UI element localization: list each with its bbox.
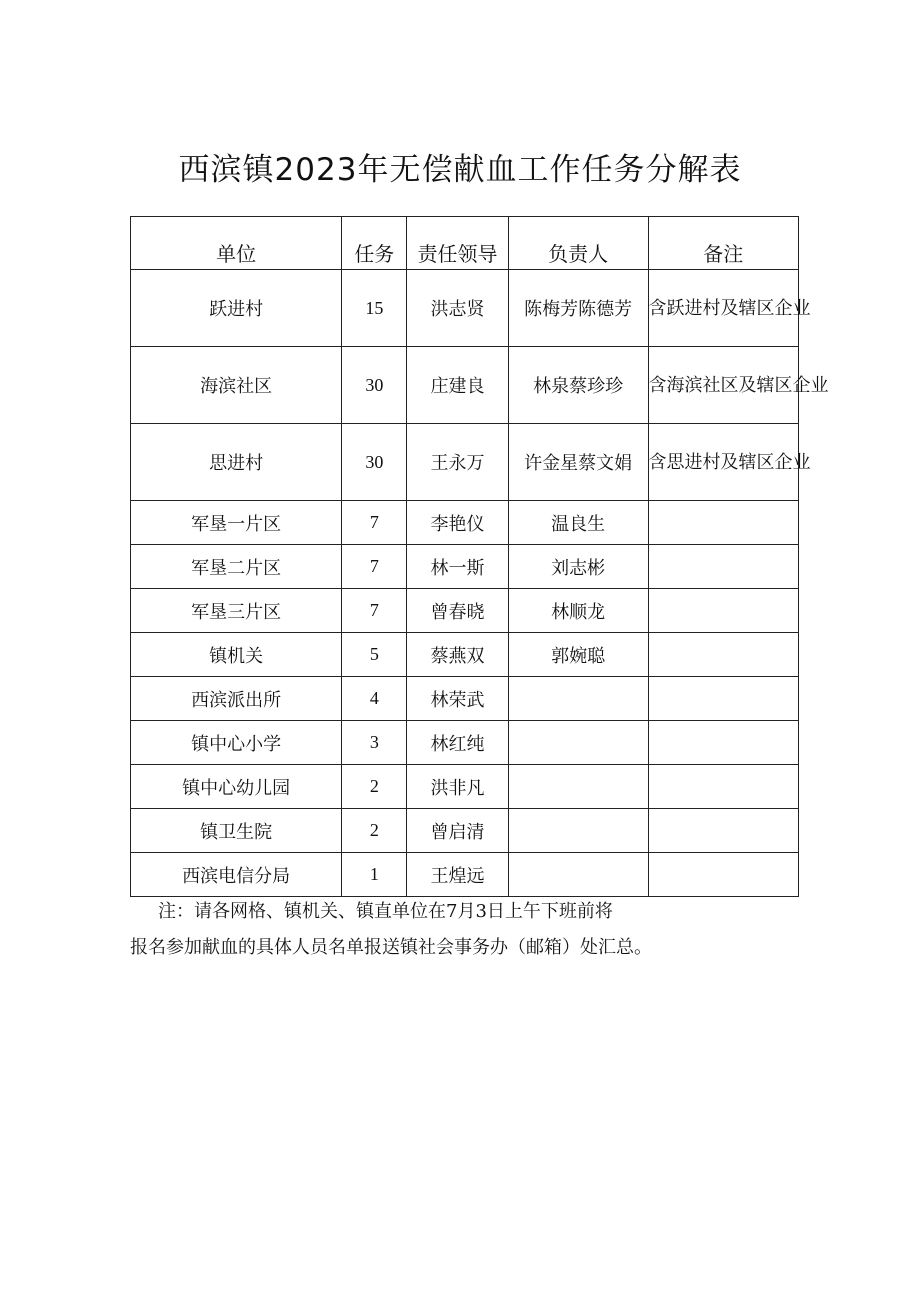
cell-unit: 思进村 bbox=[131, 424, 342, 501]
table-row bbox=[131, 721, 799, 765]
table-row bbox=[131, 765, 799, 809]
cell-note: 含海滨社区及辖区企业 bbox=[648, 347, 799, 424]
cell-unit: 镇卫生院 bbox=[131, 809, 342, 853]
header-responsible: 负责人 bbox=[508, 217, 648, 270]
cell-leader: 李艳仪 bbox=[407, 501, 508, 545]
cell-responsible bbox=[508, 721, 648, 765]
cell-unit: 镇中心幼儿园 bbox=[131, 765, 342, 809]
table-row bbox=[131, 677, 799, 721]
cell-responsible: 温良生 bbox=[508, 501, 648, 545]
cell-unit: 镇机关 bbox=[131, 633, 342, 677]
cell-note bbox=[648, 765, 799, 809]
cell-responsible bbox=[508, 853, 648, 897]
header-row bbox=[131, 217, 799, 270]
table-row bbox=[131, 347, 799, 424]
cell-unit: 军垦三片区 bbox=[131, 589, 342, 633]
cell-task: 5 bbox=[342, 633, 407, 677]
cell-leader: 王永万 bbox=[407, 424, 508, 501]
cell-unit: 跃进村 bbox=[131, 270, 342, 347]
cell-responsible bbox=[508, 677, 648, 721]
cell-task: 30 bbox=[342, 424, 407, 501]
cell-leader: 蔡燕双 bbox=[407, 633, 508, 677]
cell-leader: 曾启清 bbox=[407, 809, 508, 853]
cell-responsible bbox=[508, 765, 648, 809]
cell-task: 7 bbox=[342, 501, 407, 545]
cell-task: 7 bbox=[342, 545, 407, 589]
table-row bbox=[131, 853, 799, 897]
cell-task: 2 bbox=[342, 765, 407, 809]
table-row bbox=[131, 501, 799, 545]
cell-responsible: 陈梅芳陈德芳 bbox=[508, 270, 648, 347]
cell-responsible: 林顺龙 bbox=[508, 589, 648, 633]
cell-unit: 海滨社区 bbox=[131, 347, 342, 424]
cell-task: 2 bbox=[342, 809, 407, 853]
table-row bbox=[131, 809, 799, 853]
cell-leader: 林红纯 bbox=[407, 721, 508, 765]
header-note: 备注 bbox=[648, 217, 799, 270]
table-row bbox=[131, 545, 799, 589]
cell-leader: 王煌远 bbox=[407, 853, 508, 897]
cell-task: 4 bbox=[342, 677, 407, 721]
header-leader: 责任领导 bbox=[407, 217, 508, 270]
table-header bbox=[131, 217, 799, 270]
cell-unit: 镇中心小学 bbox=[131, 721, 342, 765]
cell-leader: 曾春晓 bbox=[407, 589, 508, 633]
cell-note bbox=[648, 589, 799, 633]
header-unit: 单位 bbox=[131, 217, 342, 270]
table-body bbox=[131, 270, 829, 897]
cell-task: 7 bbox=[342, 589, 407, 633]
cell-note bbox=[648, 853, 799, 897]
cell-note bbox=[648, 809, 799, 853]
cell-task: 30 bbox=[342, 347, 407, 424]
cell-responsible bbox=[508, 809, 648, 853]
cell-note bbox=[648, 633, 799, 677]
table-row bbox=[131, 424, 799, 501]
cell-responsible: 刘志彬 bbox=[508, 545, 648, 589]
table-row bbox=[131, 633, 799, 677]
cell-note bbox=[648, 677, 799, 721]
cell-leader: 洪非凡 bbox=[407, 765, 508, 809]
cell-note bbox=[648, 545, 799, 589]
cell-responsible: 郭婉聪 bbox=[508, 633, 648, 677]
cell-task: 15 bbox=[342, 270, 407, 347]
cell-leader: 庄建良 bbox=[407, 347, 508, 424]
table-row bbox=[131, 589, 799, 633]
cell-unit: 西滨电信分局 bbox=[131, 853, 342, 897]
table-row bbox=[131, 270, 799, 347]
cell-leader: 洪志贤 bbox=[407, 270, 508, 347]
cell-note bbox=[648, 721, 799, 765]
document-title: 西滨镇2023年无偿献血工作任务分解表 bbox=[178, 152, 742, 188]
cell-task: 3 bbox=[342, 721, 407, 765]
cell-unit: 军垦一片区 bbox=[131, 501, 342, 545]
footnote-line-2: 报名参加献血的具体人员名单报送镇社会事务办（邮箱）处汇总。 bbox=[130, 937, 652, 958]
footnote-line-1: 注：请各网格、镇机关、镇直单位在7月3日上午下班前将 bbox=[158, 901, 613, 922]
cell-responsible: 林泉蔡珍珍 bbox=[508, 347, 648, 424]
cell-responsible: 许金星蔡文娟 bbox=[508, 424, 648, 501]
footnote bbox=[130, 894, 770, 966]
cell-note: 含跃进村及辖区企业 bbox=[648, 270, 799, 347]
cell-note bbox=[648, 501, 799, 545]
cell-note: 含思进村及辖区企业 bbox=[648, 424, 799, 501]
cell-unit: 军垦二片区 bbox=[131, 545, 342, 589]
task-table bbox=[130, 216, 829, 897]
cell-task: 1 bbox=[342, 853, 407, 897]
cell-unit: 西滨派出所 bbox=[131, 677, 342, 721]
cell-leader: 林荣武 bbox=[407, 677, 508, 721]
cell-leader: 林一斯 bbox=[407, 545, 508, 589]
header-task: 任务 bbox=[342, 217, 407, 270]
